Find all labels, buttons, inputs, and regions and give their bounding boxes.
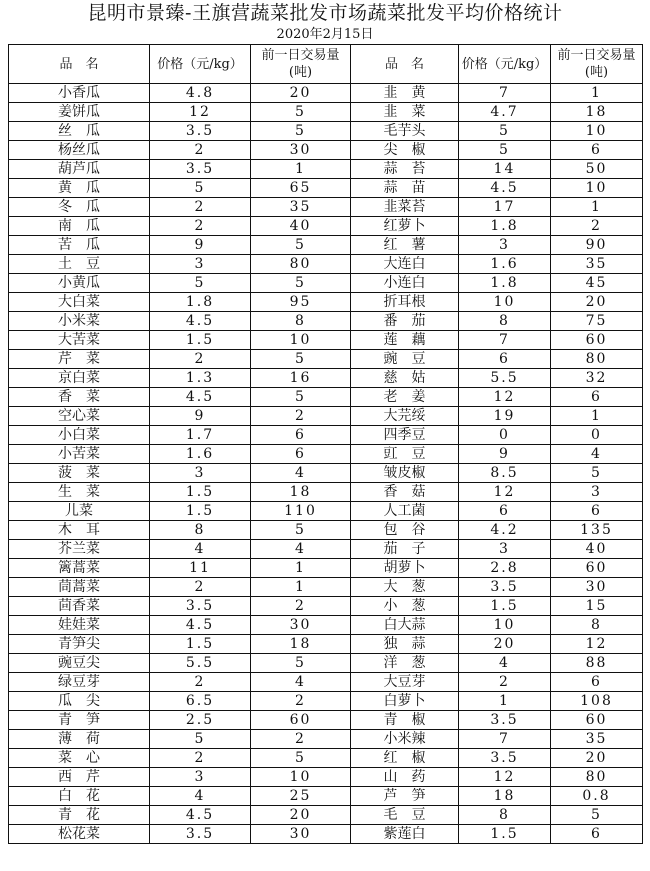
- vegetable-name: 韭菜苔: [351, 198, 459, 217]
- price-value: 3.5: [459, 578, 551, 597]
- vegetable-name: 茄 子: [351, 540, 459, 559]
- vegetable-name: 独 蒜: [351, 635, 459, 654]
- vegetable-name: 木 耳: [9, 521, 150, 540]
- table-row: [9, 293, 643, 312]
- table-row: [9, 711, 643, 730]
- volume-value: 80: [551, 350, 643, 369]
- volume-value: 5: [551, 464, 643, 483]
- price-value: 4.8: [150, 84, 251, 103]
- vegetable-name: 韭 菜: [351, 103, 459, 122]
- table-row: [9, 559, 643, 578]
- price-value: 5: [150, 730, 251, 749]
- vegetable-name: 胡萝卜: [351, 559, 459, 578]
- volume-value: 35: [551, 255, 643, 274]
- volume-value: 25: [251, 787, 351, 806]
- header-price: 价格（元/kg）: [150, 45, 251, 84]
- price-value: 4.5: [150, 388, 251, 407]
- price-value: 0: [459, 426, 551, 445]
- table-row: [9, 521, 643, 540]
- table-row: [9, 597, 643, 616]
- header-volume-2: 前一日交易量(吨): [551, 45, 643, 84]
- vegetable-name: 皱皮椒: [351, 464, 459, 483]
- price-value: 2: [150, 749, 251, 768]
- volume-value: 5: [251, 236, 351, 255]
- vegetable-name: 杨丝瓜: [9, 141, 150, 160]
- vegetable-name: 大豆芽: [351, 673, 459, 692]
- table-header-row: [9, 45, 643, 84]
- price-value: 1.5: [150, 331, 251, 350]
- table-row: [9, 578, 643, 597]
- vegetable-name: 白萝卜: [351, 692, 459, 711]
- price-value: 8: [150, 521, 251, 540]
- price-value: 2.5: [150, 711, 251, 730]
- price-value: 19: [459, 407, 551, 426]
- price-value: 6: [459, 502, 551, 521]
- volume-value: 135: [551, 521, 643, 540]
- vegetable-name: 香 菜: [9, 388, 150, 407]
- vegetable-name: 绿豆芽: [9, 673, 150, 692]
- vegetable-name: 尖 椒: [351, 141, 459, 160]
- vegetable-name: 大苦菜: [9, 331, 150, 350]
- table-row: [9, 388, 643, 407]
- vegetable-name: 葫芦瓜: [9, 160, 150, 179]
- volume-value: 6: [551, 141, 643, 160]
- price-value: 3: [150, 768, 251, 787]
- table-row: [9, 749, 643, 768]
- price-value: 2: [150, 141, 251, 160]
- price-value: 4: [459, 654, 551, 673]
- vegetable-name: 小连白: [351, 274, 459, 293]
- price-value: 10: [459, 293, 551, 312]
- price-value: 9: [150, 407, 251, 426]
- volume-value: 60: [551, 711, 643, 730]
- price-value: 1: [459, 692, 551, 711]
- volume-value: 5: [251, 103, 351, 122]
- price-value: 3.5: [150, 825, 251, 844]
- vegetable-name: 小米菜: [9, 312, 150, 331]
- price-value: 5: [459, 122, 551, 141]
- volume-value: 6: [551, 673, 643, 692]
- vegetable-name: 蒜 苔: [351, 160, 459, 179]
- vegetable-name: 西 芹: [9, 768, 150, 787]
- volume-value: 5: [251, 654, 351, 673]
- vegetable-name: 小 葱: [351, 597, 459, 616]
- table-row: [9, 673, 643, 692]
- table-row: [9, 806, 643, 825]
- vegetable-name: 老 姜: [351, 388, 459, 407]
- price-value: 1.7: [150, 426, 251, 445]
- table-row: [9, 730, 643, 749]
- volume-value: 0: [551, 426, 643, 445]
- volume-value: 60: [551, 331, 643, 350]
- table-row: [9, 160, 643, 179]
- price-value: 8.5: [459, 464, 551, 483]
- vegetable-name: 毛 豆: [351, 806, 459, 825]
- vegetable-name: 茼蒿菜: [9, 578, 150, 597]
- price-value: 7: [459, 730, 551, 749]
- price-value: 4: [150, 787, 251, 806]
- table-body: [9, 84, 643, 844]
- header-name: 品 名: [9, 45, 150, 84]
- price-value: 9: [459, 445, 551, 464]
- table-row: [9, 274, 643, 293]
- volume-value: 30: [251, 141, 351, 160]
- volume-value: 60: [251, 711, 351, 730]
- volume-value: 30: [251, 616, 351, 635]
- vegetable-name: 青 椒: [351, 711, 459, 730]
- volume-value: 45: [551, 274, 643, 293]
- volume-value: 8: [251, 312, 351, 331]
- price-value: 5: [150, 274, 251, 293]
- vegetable-name: 白大蒜: [351, 616, 459, 635]
- vegetable-name: 芦 笋: [351, 787, 459, 806]
- price-value: 7: [459, 84, 551, 103]
- volume-value: 40: [551, 540, 643, 559]
- volume-value: 20: [251, 806, 351, 825]
- table-row: [9, 255, 643, 274]
- vegetable-name: 空心菜: [9, 407, 150, 426]
- volume-value: 2: [551, 217, 643, 236]
- volume-value: 10: [551, 179, 643, 198]
- price-value: 17: [459, 198, 551, 217]
- vegetable-name: 苦 瓜: [9, 236, 150, 255]
- vegetable-name: 土 豆: [9, 255, 150, 274]
- price-value: 3.5: [150, 160, 251, 179]
- vegetable-name: 红 椒: [351, 749, 459, 768]
- vegetable-name: 白 花: [9, 787, 150, 806]
- volume-value: 75: [551, 312, 643, 331]
- table-row: [9, 236, 643, 255]
- price-value: 2: [150, 350, 251, 369]
- vegetable-name: 紫莲白: [351, 825, 459, 844]
- vegetable-name: 大 葱: [351, 578, 459, 597]
- header-volume: 前一日交易量(吨): [251, 45, 351, 84]
- price-value: 5.5: [150, 654, 251, 673]
- price-value: 2: [150, 673, 251, 692]
- volume-value: 6: [251, 445, 351, 464]
- volume-value: 4: [551, 445, 643, 464]
- vegetable-name: 青 花: [9, 806, 150, 825]
- vegetable-name: 豌豆尖: [9, 654, 150, 673]
- vegetable-name: 大连白: [351, 255, 459, 274]
- price-value: 18: [459, 787, 551, 806]
- volume-value: 32: [551, 369, 643, 388]
- table-row: [9, 84, 643, 103]
- volume-value: 60: [551, 559, 643, 578]
- price-value: 1.3: [150, 369, 251, 388]
- price-value: 1.5: [150, 502, 251, 521]
- table-row: [9, 654, 643, 673]
- table-row: [9, 825, 643, 844]
- table-row: [9, 179, 643, 198]
- price-value: 3: [150, 464, 251, 483]
- vegetable-name: 青笋尖: [9, 635, 150, 654]
- vegetable-name: 折耳根: [351, 293, 459, 312]
- volume-value: 95: [251, 293, 351, 312]
- volume-value: 35: [251, 198, 351, 217]
- table-row: [9, 141, 643, 160]
- volume-value: 5: [251, 350, 351, 369]
- volume-value: 0.8: [551, 787, 643, 806]
- price-value: 6.5: [150, 692, 251, 711]
- price-value: 1.6: [459, 255, 551, 274]
- price-value: 4.5: [150, 312, 251, 331]
- vegetable-name: 芥兰菜: [9, 540, 150, 559]
- volume-value: 30: [251, 825, 351, 844]
- vegetable-name: 大白菜: [9, 293, 150, 312]
- volume-value: 4: [251, 673, 351, 692]
- table-row: [9, 369, 643, 388]
- price-value: 5: [150, 179, 251, 198]
- volume-value: 1: [251, 160, 351, 179]
- table-row: [9, 350, 643, 369]
- vegetable-name: 山 药: [351, 768, 459, 787]
- price-value: 12: [459, 768, 551, 787]
- vegetable-name: 小黄瓜: [9, 274, 150, 293]
- volume-value: 16: [251, 369, 351, 388]
- volume-value: 2: [251, 407, 351, 426]
- volume-value: 6: [551, 825, 643, 844]
- table-row: [9, 217, 643, 236]
- vegetable-name: 四季豆: [351, 426, 459, 445]
- vegetable-name: 蒜 苗: [351, 179, 459, 198]
- volume-value: 10: [551, 122, 643, 141]
- table-row: [9, 616, 643, 635]
- header-name-2: 品 名: [351, 45, 459, 84]
- price-value: 1.5: [459, 597, 551, 616]
- price-value: 3.5: [459, 711, 551, 730]
- table-row: [9, 483, 643, 502]
- volume-value: 1: [551, 407, 643, 426]
- volume-value: 5: [551, 806, 643, 825]
- volume-value: 40: [251, 217, 351, 236]
- price-value: 4: [150, 540, 251, 559]
- price-value: 6: [459, 350, 551, 369]
- vegetable-name: 南 瓜: [9, 217, 150, 236]
- volume-value: 88: [551, 654, 643, 673]
- price-value: 2: [150, 578, 251, 597]
- volume-value: 4: [251, 540, 351, 559]
- volume-value: 5: [251, 274, 351, 293]
- volume-value: 1: [251, 559, 351, 578]
- vegetable-name: 番 茄: [351, 312, 459, 331]
- table-row: [9, 331, 643, 350]
- price-table: [8, 44, 643, 844]
- price-value: 3: [150, 255, 251, 274]
- vegetable-name: 小苦菜: [9, 445, 150, 464]
- table-row: [9, 502, 643, 521]
- vegetable-name: 生 菜: [9, 483, 150, 502]
- table-row: [9, 198, 643, 217]
- price-value: 3: [459, 236, 551, 255]
- volume-value: 108: [551, 692, 643, 711]
- price-value: 1.8: [459, 274, 551, 293]
- vegetable-name: 慈 姑: [351, 369, 459, 388]
- volume-value: 20: [551, 749, 643, 768]
- price-value: 12: [459, 483, 551, 502]
- vegetable-name: 篱蒿菜: [9, 559, 150, 578]
- table-row: [9, 635, 643, 654]
- vegetable-name: 青 笋: [9, 711, 150, 730]
- vegetable-name: 小米辣: [351, 730, 459, 749]
- price-value: 3.5: [459, 749, 551, 768]
- price-value: 3.5: [150, 122, 251, 141]
- volume-value: 6: [551, 502, 643, 521]
- volume-value: 3: [551, 483, 643, 502]
- vegetable-name: 冬 瓜: [9, 198, 150, 217]
- volume-value: 35: [551, 730, 643, 749]
- vegetable-name: 包 谷: [351, 521, 459, 540]
- price-value: 9: [150, 236, 251, 255]
- price-value: 7: [459, 331, 551, 350]
- volume-value: 20: [251, 84, 351, 103]
- price-value: 1.5: [150, 635, 251, 654]
- price-value: 3: [459, 540, 551, 559]
- volume-value: 2: [251, 730, 351, 749]
- table-row: [9, 692, 643, 711]
- vegetable-name: 毛芋头: [351, 122, 459, 141]
- vegetable-name: 菠 菜: [9, 464, 150, 483]
- volume-value: 50: [551, 160, 643, 179]
- price-value: 1.5: [459, 825, 551, 844]
- table-row: [9, 540, 643, 559]
- table-row: [9, 787, 643, 806]
- volume-value: 5: [251, 521, 351, 540]
- volume-value: 90: [551, 236, 643, 255]
- price-value: 4.7: [459, 103, 551, 122]
- price-value: 5.5: [459, 369, 551, 388]
- price-value: 12: [150, 103, 251, 122]
- price-value: 8: [459, 806, 551, 825]
- price-value: 1.8: [459, 217, 551, 236]
- vegetable-name: 薄 荷: [9, 730, 150, 749]
- table-row: [9, 122, 643, 141]
- vegetable-name: 红 薯: [351, 236, 459, 255]
- volume-value: 6: [551, 388, 643, 407]
- vegetable-name: 大芫绥: [351, 407, 459, 426]
- price-value: 2: [150, 198, 251, 217]
- vegetable-name: 丝 瓜: [9, 122, 150, 141]
- volume-value: 2: [251, 597, 351, 616]
- report-date: 2020年2月15日: [276, 27, 374, 42]
- price-value: 2: [459, 673, 551, 692]
- price-value: 1.8: [150, 293, 251, 312]
- price-value: 4.2: [459, 521, 551, 540]
- vegetable-name: 瓜 尖: [9, 692, 150, 711]
- vegetable-name: 小白菜: [9, 426, 150, 445]
- price-value: 14: [459, 160, 551, 179]
- price-value: 4.5: [150, 806, 251, 825]
- vegetable-name: 芹 菜: [9, 350, 150, 369]
- vegetable-name: 韭 黄: [351, 84, 459, 103]
- price-value: 4.5: [459, 179, 551, 198]
- volume-value: 10: [251, 331, 351, 350]
- vegetable-name: 菜 心: [9, 749, 150, 768]
- price-value: 4.5: [150, 616, 251, 635]
- vegetable-name: 香 菇: [351, 483, 459, 502]
- volume-value: 6: [251, 426, 351, 445]
- volume-value: 18: [251, 483, 351, 502]
- volume-value: 12: [551, 635, 643, 654]
- vegetable-name: 茴香菜: [9, 597, 150, 616]
- volume-value: 4: [251, 464, 351, 483]
- volume-value: 5: [251, 749, 351, 768]
- vegetable-name: 小香瓜: [9, 84, 150, 103]
- vegetable-name: 京白菜: [9, 369, 150, 388]
- price-value: 3.5: [150, 597, 251, 616]
- table-row: [9, 445, 643, 464]
- vegetable-name: 人工菌: [351, 502, 459, 521]
- price-value: 1.5: [150, 483, 251, 502]
- volume-value: 80: [251, 255, 351, 274]
- table-row: [9, 103, 643, 122]
- header-price-2: 价格（元/kg）: [459, 45, 551, 84]
- table-row: [9, 768, 643, 787]
- volume-value: 18: [551, 103, 643, 122]
- table-row: [9, 312, 643, 331]
- volume-value: 30: [551, 578, 643, 597]
- volume-value: 80: [551, 768, 643, 787]
- volume-value: 5: [251, 388, 351, 407]
- vegetable-name: 豇 豆: [351, 445, 459, 464]
- volume-value: 1: [551, 84, 643, 103]
- vegetable-name: 儿菜: [9, 502, 150, 521]
- price-value: 20: [459, 635, 551, 654]
- volume-value: 10: [251, 768, 351, 787]
- volume-value: 110: [251, 502, 351, 521]
- price-value: 8: [459, 312, 551, 331]
- price-value: 12: [459, 388, 551, 407]
- price-value: 11: [150, 559, 251, 578]
- volume-value: 1: [251, 578, 351, 597]
- volume-value: 5: [251, 122, 351, 141]
- price-value: 1.6: [150, 445, 251, 464]
- volume-value: 65: [251, 179, 351, 198]
- volume-value: 18: [251, 635, 351, 654]
- vegetable-name: 黄 瓜: [9, 179, 150, 198]
- volume-value: 15: [551, 597, 643, 616]
- volume-value: 20: [551, 293, 643, 312]
- vegetable-name: 娃娃菜: [9, 616, 150, 635]
- vegetable-name: 洋 葱: [351, 654, 459, 673]
- volume-value: 1: [551, 198, 643, 217]
- price-value: 2: [150, 217, 251, 236]
- page-title: 昆明市景臻-王旗营蔬菜批发市场蔬菜批发平均价格统计: [87, 2, 563, 24]
- vegetable-name: 红萝卜: [351, 217, 459, 236]
- vegetable-name: 松花菜: [9, 825, 150, 844]
- table-row: [9, 407, 643, 426]
- price-value: 10: [459, 616, 551, 635]
- table-row: [9, 464, 643, 483]
- price-value: 5: [459, 141, 551, 160]
- volume-value: 8: [551, 616, 643, 635]
- price-value: 2.8: [459, 559, 551, 578]
- vegetable-name: 姜饼瓜: [9, 103, 150, 122]
- vegetable-name: 豌 豆: [351, 350, 459, 369]
- table-row: [9, 426, 643, 445]
- vegetable-name: 莲 藕: [351, 331, 459, 350]
- volume-value: 2: [251, 692, 351, 711]
